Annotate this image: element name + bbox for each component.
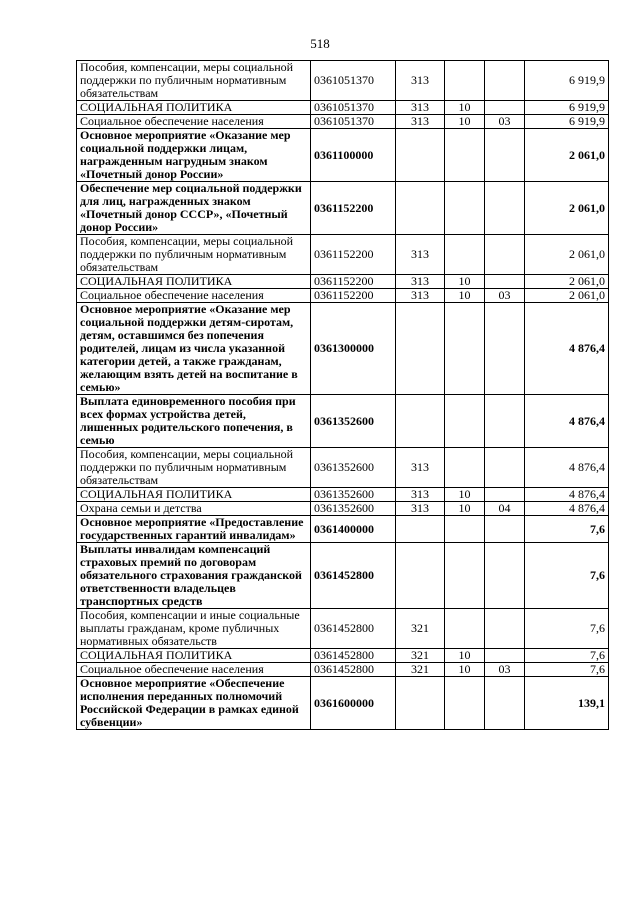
row-name: Пособия, компенсации, меры социальной поддержки по публичным нормативным обязательствам [77,61,311,101]
budget-table-body [77,61,609,730]
row-name: Обеспечение мер социальной поддержки для лиц, награжденных знаком «Почетный донор СССР», «Почетный донор России» [77,182,311,235]
row-name: Социальное обеспечение населения [77,115,311,129]
row-code: 0361352600 [311,488,396,502]
row-amount: 6 919,9 [525,61,609,101]
row-subsection [485,235,525,275]
row-expense-type: 321 [396,649,445,663]
row-amount: 139,1 [525,677,609,730]
row-subsection [485,649,525,663]
row-amount: 7,6 [525,609,609,649]
row-subsection [485,448,525,488]
table-row [77,609,609,649]
row-name: СОЦИАЛЬНАЯ ПОЛИТИКА [77,649,311,663]
row-amount: 6 919,9 [525,101,609,115]
table-row [77,101,609,115]
row-code: 0361152200 [311,235,396,275]
table-row [77,129,609,182]
table-row [77,289,609,303]
row-section [445,182,485,235]
row-subsection [485,488,525,502]
row-subsection [485,129,525,182]
row-subsection [485,516,525,543]
row-amount: 2 061,0 [525,129,609,182]
row-name: Пособия, компенсации, меры социальной поддержки по публичным нормативным обязательствам [77,235,311,275]
table-row [77,448,609,488]
row-amount: 2 061,0 [525,182,609,235]
row-code: 0361300000 [311,303,396,395]
row-amount: 7,6 [525,649,609,663]
row-subsection [485,609,525,649]
row-section: 10 [445,275,485,289]
row-amount: 7,6 [525,516,609,543]
row-code: 0361452800 [311,609,396,649]
row-amount: 4 876,4 [525,395,609,448]
row-code: 0361051370 [311,115,396,129]
table-row [77,395,609,448]
row-section [445,303,485,395]
row-code: 0361352600 [311,448,396,488]
table-row [77,275,609,289]
row-subsection [485,61,525,101]
row-amount: 2 061,0 [525,275,609,289]
row-expense-type: 313 [396,502,445,516]
table-row [77,649,609,663]
row-subsection [485,677,525,730]
row-name: Социальное обеспечение населения [77,663,311,677]
row-amount: 2 061,0 [525,235,609,275]
row-expense-type: 313 [396,448,445,488]
row-section: 10 [445,488,485,502]
row-expense-type: 313 [396,235,445,275]
row-name: СОЦИАЛЬНАЯ ПОЛИТИКА [77,488,311,502]
row-section [445,235,485,275]
row-amount: 7,6 [525,543,609,609]
row-expense-type: 313 [396,115,445,129]
row-amount: 4 876,4 [525,488,609,502]
table-row [77,303,609,395]
row-section [445,677,485,730]
row-subsection [485,101,525,115]
row-expense-type [396,395,445,448]
row-subsection: 03 [485,663,525,677]
table-row [77,677,609,730]
row-amount: 4 876,4 [525,502,609,516]
row-subsection: 03 [485,289,525,303]
row-code: 0361051370 [311,61,396,101]
row-name: СОЦИАЛЬНАЯ ПОЛИТИКА [77,101,311,115]
row-expense-type [396,182,445,235]
row-name: СОЦИАЛЬНАЯ ПОЛИТИКА [77,275,311,289]
row-subsection: 03 [485,115,525,129]
row-subsection [485,182,525,235]
page-number: 518 [310,36,330,51]
row-amount: 7,6 [525,663,609,677]
table-row [77,61,609,101]
row-section [445,609,485,649]
row-subsection [485,543,525,609]
row-section [445,61,485,101]
row-expense-type [396,303,445,395]
row-name: Основное мероприятие «Оказание мер социальной поддержки лицам, награжденным нагрудным знаком «Почетный донор России» [77,129,311,182]
row-code: 0361352600 [311,502,396,516]
row-name: Основное мероприятие «Оказание мер социальной поддержки детям-сиротам, детям, оставшимся без попечения родителей, лицам из числа указанной категории детей, а также гражданам, желающим взять детей на воспитание в семью» [77,303,311,395]
row-code: 0361452800 [311,543,396,609]
table-row [77,543,609,609]
row-expense-type: 313 [396,488,445,502]
row-code: 0361152200 [311,182,396,235]
row-code: 0361452800 [311,649,396,663]
table-row [77,502,609,516]
row-amount: 6 919,9 [525,115,609,129]
row-name: Выплаты инвалидам компенсаций страховых премий по договорам обязательного страхования гражданской ответственности владельцев транспортных средств [77,543,311,609]
row-expense-type: 313 [396,61,445,101]
row-section: 10 [445,649,485,663]
table-row [77,182,609,235]
table-row [77,115,609,129]
row-name: Охрана семьи и детства [77,502,311,516]
row-expense-type: 313 [396,289,445,303]
table-row [77,235,609,275]
row-expense-type: 321 [396,609,445,649]
row-subsection: 04 [485,502,525,516]
row-name: Основное мероприятие «Предоставление государственных гарантий инвалидам» [77,516,311,543]
row-expense-type [396,129,445,182]
row-amount: 4 876,4 [525,303,609,395]
row-section [445,516,485,543]
row-name: Пособия, компенсации, меры социальной поддержки по публичным нормативным обязательствам [77,448,311,488]
row-section: 10 [445,115,485,129]
row-subsection [485,395,525,448]
row-amount: 2 061,0 [525,289,609,303]
row-code: 0361152200 [311,275,396,289]
row-amount: 4 876,4 [525,448,609,488]
row-name: Основное мероприятие «Обеспечение исполнения переданных полномочий Российской Федерации в рамках единой субвенции» [77,677,311,730]
row-name: Пособия, компенсации и иные социальные выплаты гражданам, кроме публичных нормативных обязательств [77,609,311,649]
row-code: 0361100000 [311,129,396,182]
row-subsection [485,303,525,395]
row-section [445,448,485,488]
row-section: 10 [445,101,485,115]
table-row [77,663,609,677]
row-code: 0361051370 [311,101,396,115]
row-expense-type [396,543,445,609]
row-expense-type: 321 [396,663,445,677]
row-section: 10 [445,289,485,303]
row-code: 0361452800 [311,663,396,677]
row-code: 0361600000 [311,677,396,730]
row-expense-type: 313 [396,101,445,115]
row-code: 0361152200 [311,289,396,303]
row-expense-type: 313 [396,275,445,289]
row-name: Выплата единовременного пособия при всех формах устройства детей, лишенных родительского попечения, в семью [77,395,311,448]
row-name: Социальное обеспечение населения [77,289,311,303]
row-section: 10 [445,502,485,516]
table-row [77,516,609,543]
table-row [77,488,609,502]
row-subsection [485,275,525,289]
row-expense-type [396,677,445,730]
row-code: 0361352600 [311,395,396,448]
row-section: 10 [445,663,485,677]
row-section [445,543,485,609]
row-code: 0361400000 [311,516,396,543]
row-expense-type [396,516,445,543]
row-section [445,129,485,182]
row-section [445,395,485,448]
budget-table [76,60,609,730]
